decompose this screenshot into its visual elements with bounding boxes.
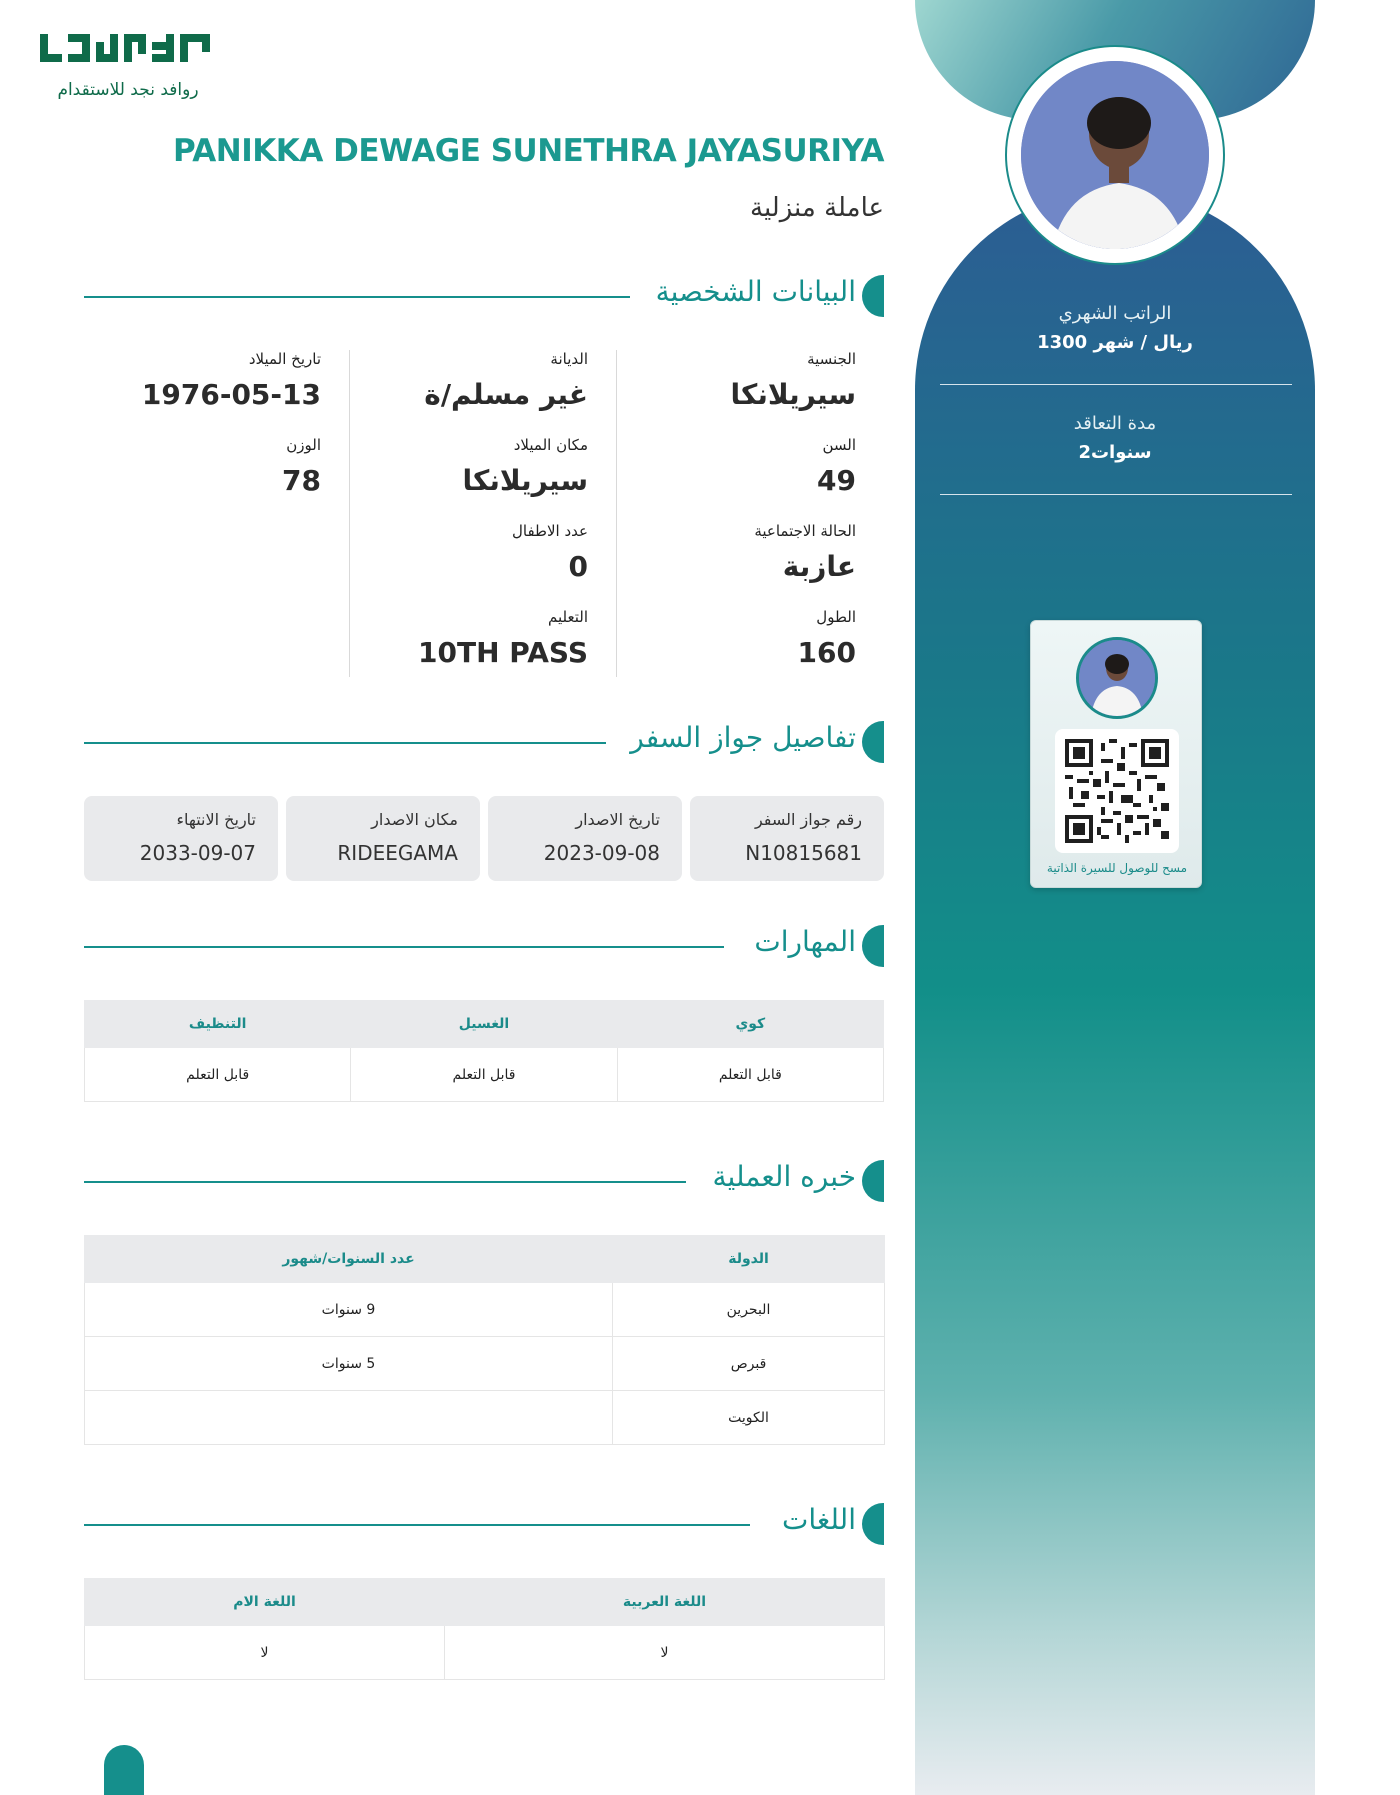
- section-marker: [862, 1160, 884, 1202]
- footer-decoration: [104, 1745, 144, 1795]
- religion-field: [424, 350, 588, 411]
- section-header-experience: [84, 1160, 884, 1204]
- divider: [940, 384, 1292, 385]
- table-row: [85, 1626, 885, 1680]
- salary-value: 1300 ريال / شهر: [1037, 332, 1193, 353]
- qr-card-photo: [1076, 637, 1158, 719]
- children-label: عدد الاطفال: [512, 522, 588, 540]
- passport-issue-date-card: [488, 796, 682, 881]
- marital-status-value: عازبة: [782, 550, 856, 583]
- country-cell: قبرص: [613, 1337, 885, 1391]
- section-title: البيانات الشخصية: [655, 275, 856, 308]
- religion-label: الديانة: [550, 350, 588, 368]
- country-cell: البحرين: [613, 1283, 885, 1337]
- section-marker: [862, 1503, 884, 1545]
- dob-field: [142, 350, 321, 411]
- job-title: عاملة منزلية: [750, 193, 884, 223]
- native-language-value: لا: [85, 1626, 445, 1680]
- passport-number-card: [690, 796, 884, 881]
- table-header-row: [85, 1236, 885, 1283]
- section-header-passport: [84, 721, 884, 765]
- education-value: 10TH PASS: [418, 636, 588, 669]
- personal-column-3: [84, 350, 350, 677]
- section-title: اللغات: [782, 1503, 856, 1536]
- skill-value-cleaning: قابل التعلم: [85, 1048, 351, 1102]
- passport-issue-place-label: مكان الاصدار: [371, 810, 458, 829]
- duration-cell: [85, 1391, 613, 1445]
- passport-issue-place-value: RIDEEGAMA: [337, 841, 458, 865]
- marital-status-label: الحالة الاجتماعية: [754, 522, 856, 540]
- religion-value: غير مسلم/ة: [424, 378, 588, 411]
- section-marker: [862, 721, 884, 763]
- table-header-row: [85, 1001, 884, 1048]
- person-silhouette-icon: [1021, 61, 1213, 253]
- weight-field: [282, 436, 321, 497]
- passport-number-value: N10815681: [745, 841, 862, 865]
- height-field: [798, 608, 856, 669]
- country-cell: الكويت: [613, 1391, 885, 1445]
- nationality-field: [731, 350, 856, 411]
- passport-expiry-card: [84, 796, 278, 881]
- height-value: 160: [797, 636, 856, 669]
- divider: [940, 494, 1292, 495]
- skills-table: [84, 1000, 884, 1102]
- age-field: [817, 436, 856, 497]
- section-rule: [84, 296, 630, 298]
- candidate-name: PANIKKA DEWAGE SUNETHRA JAYASURIYA: [172, 133, 884, 169]
- marital-status-field: [754, 522, 856, 583]
- profile-photo-frame: [1005, 45, 1225, 265]
- section-marker: [862, 925, 884, 967]
- salary-label: الراتب الشهري: [1058, 303, 1172, 324]
- contract-block: [940, 413, 1290, 463]
- section-header-skills: [84, 925, 884, 969]
- passport-issue-date-value: 2023-09-08: [543, 841, 660, 865]
- section-rule: [84, 1524, 750, 1526]
- section-header-languages: [84, 1503, 884, 1547]
- nationality-label: الجنسية: [807, 350, 856, 368]
- contract-value: 2سنوات: [1078, 442, 1152, 463]
- skill-value-washing: قابل التعلم: [351, 1048, 617, 1102]
- weight-value: 78: [282, 464, 321, 497]
- weight-label: الوزن: [286, 436, 321, 454]
- qr-caption: مسح للوصول للسيرة الذاتية: [1046, 861, 1188, 875]
- table-row: [85, 1048, 884, 1102]
- personal-column-2: [351, 350, 617, 677]
- duration-cell: 9 سنوات: [85, 1283, 613, 1337]
- qr-code-icon: [1065, 739, 1169, 843]
- section-header-personal: [84, 275, 884, 319]
- age-value: 49: [817, 464, 856, 497]
- duration-cell: 5 سنوات: [85, 1337, 613, 1391]
- section-rule: [84, 1181, 686, 1183]
- qr-code[interactable]: [1055, 729, 1179, 853]
- table-row: [85, 1391, 885, 1445]
- height-label: الطول: [816, 608, 856, 626]
- nationality-value: سيريلانكا: [730, 378, 856, 411]
- education-label: التعليم: [548, 608, 588, 626]
- duration-header: عدد السنوات/شهور: [85, 1236, 613, 1283]
- languages-table: [84, 1578, 885, 1680]
- age-label: السن: [822, 436, 856, 454]
- passport-expiry-value: 2033-09-07: [139, 841, 256, 865]
- skill-value-ironing: قابل التعلم: [617, 1048, 883, 1102]
- birthplace-label: مكان الميلاد: [513, 436, 588, 454]
- section-rule: [84, 742, 606, 744]
- section-title: المهارات: [754, 925, 856, 958]
- person-silhouette-icon: [1079, 640, 1155, 716]
- profile-photo: [1017, 57, 1213, 253]
- dob-value: 1976-05-13: [141, 378, 321, 411]
- arabic-language-value: لا: [445, 1626, 885, 1680]
- section-title: خبره العملية: [712, 1160, 856, 1193]
- skill-header-washing: الغسيل: [351, 1001, 617, 1048]
- contract-label: مدة التعاقد: [1073, 413, 1157, 434]
- country-header: الدولة: [613, 1236, 885, 1283]
- qr-card[interactable]: [1030, 620, 1202, 888]
- passport-expiry-label: تاريخ الانتهاء: [176, 810, 256, 829]
- arabic-language-header: اللغة العربية: [445, 1579, 885, 1626]
- section-marker: [862, 275, 884, 317]
- table-row: [85, 1283, 885, 1337]
- personal-info-grid: [84, 350, 884, 677]
- experience-table: [84, 1235, 885, 1445]
- dob-label: تاريخ الميلاد: [248, 350, 321, 368]
- native-language-header: اللغة الام: [85, 1579, 445, 1626]
- passport-number-label: رقم جواز السفر: [754, 810, 862, 829]
- company-tagline: روافد نجد للاستقدام: [57, 80, 199, 100]
- table-header-row: [85, 1579, 885, 1626]
- personal-column-1: [618, 350, 884, 677]
- table-row: [85, 1337, 885, 1391]
- children-field: [512, 522, 588, 583]
- skill-header-cleaning: التنظيف: [85, 1001, 351, 1048]
- skill-header-ironing: كوي: [617, 1001, 883, 1048]
- education-field: [418, 608, 588, 669]
- birthplace-field: [463, 436, 588, 497]
- salary-block: [940, 303, 1290, 353]
- children-value: 0: [568, 550, 588, 583]
- passport-issue-date-label: تاريخ الاصدار: [575, 810, 660, 829]
- passport-issue-place-card: [286, 796, 480, 881]
- section-title: تفاصيل جواز السفر: [630, 721, 856, 754]
- section-rule: [84, 946, 724, 948]
- birthplace-value: سيريلانكا: [462, 464, 588, 497]
